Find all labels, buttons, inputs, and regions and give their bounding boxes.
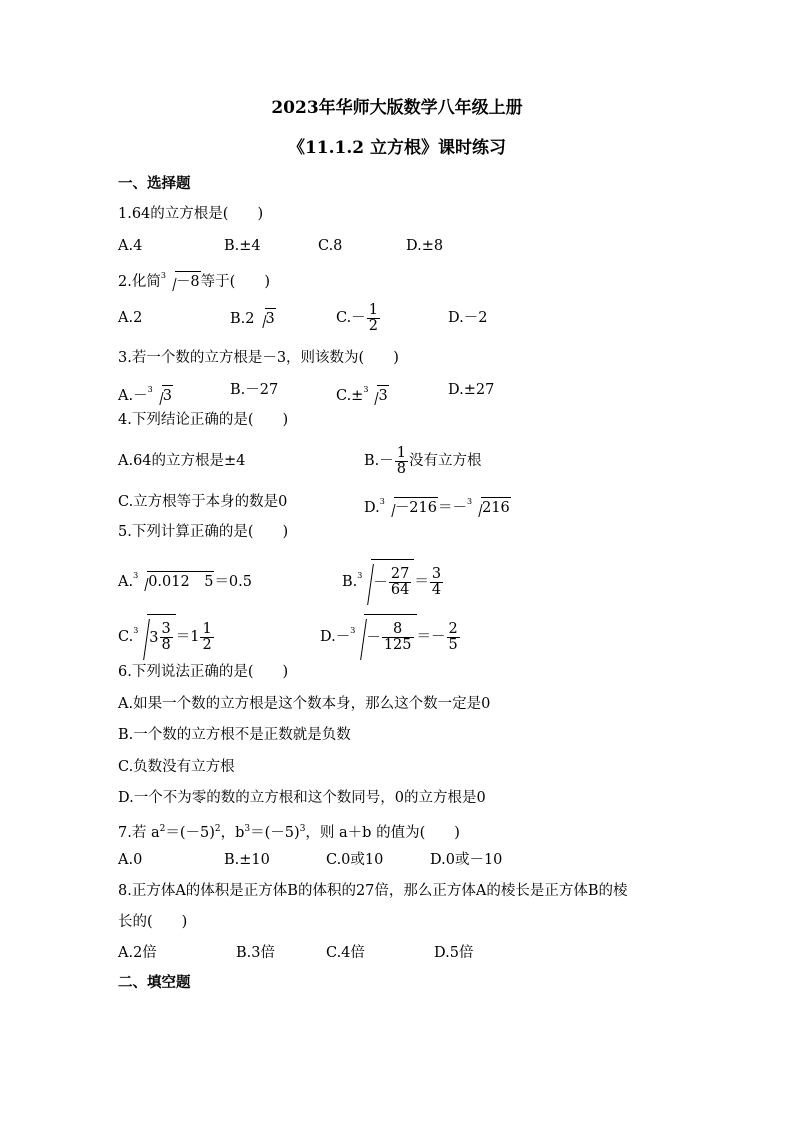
q5-option-d-radical [354, 614, 416, 661]
q4-option-d [364, 492, 511, 518]
q5-option-c-fraction [160, 622, 173, 653]
q5-option-c-equals: ＝1 [175, 629, 200, 645]
q5-option-d-radicand [364, 614, 416, 661]
q3-option-a [118, 380, 173, 406]
q7-option-d: D.0或－10 [430, 852, 503, 868]
q6-option-c: C.负数没有立方根 [118, 759, 235, 775]
q7-option-b: B.±10 [224, 852, 270, 868]
q3-option-a-radicand: 3 [162, 385, 173, 406]
q4-option-c: C.立方根等于本身的数是0 [118, 494, 288, 510]
q3-option-a-index: 3 [147, 385, 153, 394]
q7-stem-part-5: ，则 a＋b 的值为( ) [305, 825, 460, 841]
q5-option-c-result-numerator: 1 [202, 620, 212, 637]
q3-option-c-radicand: 3 [377, 385, 388, 406]
q5-option-c-whole: 3 [149, 629, 159, 646]
q5-option-a-radical [138, 571, 214, 592]
q2-root-index: 3 [160, 271, 166, 280]
q5-option-a-index: 3 [133, 571, 139, 580]
q6-option-d: D.一个不为零的数的立方根和这个数同号，0的立方根是0 [118, 790, 486, 806]
q5-option-b-prefix: B. [342, 574, 358, 590]
q5-option-b-fraction [389, 567, 411, 598]
q3-option-c-prefix: C.± [336, 388, 364, 404]
q7-exponent-2: 2 [214, 824, 221, 834]
q3-option-c [336, 380, 389, 406]
q2-option-b-prefix: B.2 [230, 311, 255, 327]
question-6-stem: 6.下列说法正确的是( ) [118, 664, 289, 680]
q2-option-b-radical [256, 308, 276, 329]
q3-option-a-prefix: A.－ [118, 388, 148, 404]
q5-option-c-result-denominator: 2 [202, 636, 212, 653]
q5-option-b-equals: ＝ [414, 574, 429, 590]
q8-option-b: B.3倍 [236, 945, 275, 961]
q5-option-c-denominator: 8 [161, 637, 171, 653]
q8-option-c: C.4倍 [326, 945, 365, 961]
q5-option-b-result-numerator: 3 [431, 565, 442, 582]
q1-option-d: D.±8 [406, 238, 444, 254]
q1-option-c: C.8 [318, 238, 343, 254]
q5-option-d-result [447, 622, 460, 653]
q4-option-d-prefix: D. [364, 500, 380, 516]
q5-option-d-numerator: 8 [382, 622, 414, 638]
q4-option-b-prefix: B.－ [364, 453, 394, 469]
q2-radical [166, 271, 201, 292]
q5-option-a-result: ＝0.5 [214, 574, 252, 590]
q3-option-d: D.±27 [448, 382, 495, 398]
q2-option-d: D.－2 [448, 310, 488, 326]
q5-option-c-numerator: 3 [161, 621, 171, 637]
q5-option-b-radicand [371, 559, 414, 606]
q4-option-d-radical-2 [472, 497, 511, 518]
document-title: 2023年华师大版数学八年级上册 [271, 98, 523, 118]
q3-option-c-radical [368, 385, 388, 406]
q5-option-d-equals: ＝－ [416, 629, 446, 645]
section-heading-choice: 一、选择题 [118, 175, 191, 192]
q5-option-c-prefix: C. [118, 629, 134, 645]
q4-option-a: A.64的立方根是±4 [118, 453, 246, 469]
q4-option-b [364, 441, 482, 481]
q5-option-b [342, 553, 444, 606]
q5-option-b-denominator: 64 [390, 582, 410, 598]
q2-stem-prefix: 2.化简 [118, 274, 161, 290]
q3-option-a-radical [153, 385, 173, 406]
q7-option-a: A.0 [118, 852, 143, 868]
q5-option-c-index: 3 [133, 626, 139, 635]
question-4-stem: 4.下列结论正确的是( ) [118, 412, 289, 428]
q3-option-c-index: 3 [363, 385, 369, 394]
question-2-stem [118, 266, 270, 292]
q1-option-a: A.4 [118, 238, 143, 254]
q4-option-d-radicand-2: 216 [481, 497, 511, 518]
section-heading-fill-in: 二、填空题 [118, 974, 191, 991]
q2-option-b-radicand: 3 [265, 308, 276, 329]
q5-option-a-prefix: A. [118, 574, 134, 590]
q8-option-a: A.2倍 [118, 945, 157, 961]
question-5-stem: 5.下列计算正确的是( ) [118, 524, 289, 540]
q8-option-d: D.5倍 [434, 945, 474, 961]
q1-option-b: B.±4 [224, 238, 261, 254]
q6-option-b: B.一个数的立方根不是正数就是负数 [118, 727, 351, 743]
question-7-stem [118, 819, 460, 843]
q2-radicand: －8 [175, 271, 201, 292]
q7-exponent-4: 3 [299, 824, 306, 834]
q6-option-a: A.如果一个数的立方根是这个数本身，那么这个数一定是0 [118, 696, 491, 712]
q4-option-b-numerator: 1 [396, 444, 406, 461]
q2-option-c-numerator: 1 [368, 301, 378, 318]
q5-option-a-radicand: 0.012 5 [147, 571, 214, 592]
q5-option-c-radical [137, 614, 175, 661]
q4-option-d-middle: ＝－ [438, 500, 467, 516]
q5-option-c [118, 608, 215, 661]
q5-option-b-numerator: 27 [390, 566, 410, 582]
q5-option-d-prefix: D.－ [320, 629, 351, 645]
q2-option-c-fraction [367, 303, 380, 334]
q2-option-c [336, 298, 381, 338]
q4-option-b-fraction [395, 446, 408, 477]
q7-exponent-3: 3 [244, 824, 251, 834]
question-1-stem: 1.64的立方根是( ) [118, 206, 264, 222]
q7-stem-part-3: ，b [220, 825, 245, 841]
q4-option-d-radical-1 [385, 497, 438, 518]
question-3-stem: 3.若一个数的立方根是－3，则该数为( ) [118, 350, 399, 366]
q2-option-b [230, 308, 276, 329]
q5-option-b-radical [361, 559, 414, 606]
q4-option-d-radicand-1: －216 [394, 497, 438, 518]
q5-option-a [118, 566, 252, 592]
q4-option-d-index-2: 3 [467, 497, 473, 506]
q5-option-d-result-denominator: 5 [448, 636, 458, 653]
q7-exponent-1: 2 [159, 824, 166, 834]
question-8-stem-line-1: 8.正方体A的体积是正方体B的体积的27倍，那么正方体A的棱长是正方体B的棱 [118, 883, 628, 899]
q5-option-d-fraction [382, 622, 414, 653]
q5-option-c-radicand [147, 614, 175, 661]
q7-stem-part-4: ＝(－5) [250, 825, 300, 841]
q7-stem-part-2: ＝(－5) [165, 825, 215, 841]
q5-option-b-result-denominator: 4 [431, 581, 442, 598]
q5-option-b-index: 3 [357, 571, 363, 580]
q7-stem-part-1: 7.若 a [118, 825, 160, 841]
q5-option-d-index: 3 [350, 626, 356, 635]
q5-option-c-result [200, 622, 213, 653]
q4-option-b-suffix: 没有立方根 [409, 453, 482, 469]
q7-option-c: C.0或10 [326, 852, 384, 868]
q2-option-c-prefix: C.－ [336, 310, 366, 326]
q5-option-d-sign: － [366, 629, 381, 646]
question-8-stem-line-2: 长的( ) [118, 914, 188, 930]
q2-stem-suffix: 等于( ) [200, 274, 270, 290]
q5-option-b-result [430, 567, 443, 598]
q4-option-b-denominator: 8 [396, 460, 406, 477]
q5-option-d-result-numerator: 2 [448, 620, 458, 637]
q2-option-a: A.2 [118, 310, 143, 326]
q4-option-d-index-1: 3 [379, 497, 385, 506]
q5-option-d-denominator: 125 [383, 637, 412, 653]
q2-option-c-denominator: 2 [368, 317, 378, 334]
document-subtitle: 《11.1.2 立方根》课时练习 [287, 138, 507, 158]
q3-option-b: B.－27 [230, 382, 279, 398]
q5-option-d [320, 608, 461, 661]
q5-option-b-sign: － [373, 574, 388, 591]
